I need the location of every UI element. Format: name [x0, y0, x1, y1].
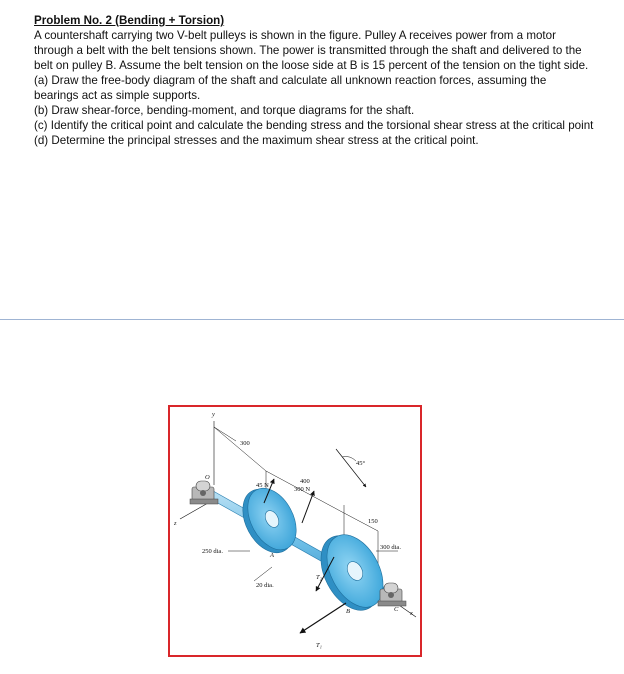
angle-45-label: 45° [356, 460, 366, 467]
shaft-dia-label: 20 dia. [256, 582, 274, 589]
problem-text [34, 13, 594, 148]
dim-150-label: 150 [368, 518, 378, 525]
problem-heading: Problem No. 2 (Bending + Torsion) [34, 14, 225, 27]
point-c-label: C [394, 606, 399, 613]
tension-t1-label: T₁ [316, 642, 322, 649]
pulley-b-dia-label: 300 dia. [380, 544, 401, 551]
dim-line-300 [214, 427, 266, 471]
force-300n-arrow [302, 491, 314, 523]
countershaft-figure [168, 405, 422, 657]
problem-intro: A countershaft carrying two V-belt pulleys is shown in the figure. Pulley A receives power from a motor through a belt with the belt tensions shown. The power is transmitted through the shaft and delivered to the belt on pulley B. Assume the belt tension on the loose side at B is 15 percent of the tension on the tight side. [34, 29, 589, 72]
angle-reference-arrow [336, 449, 366, 487]
problem-part-c: (c) Identify the critical point and calculate the bending stress and the torsional shear stress at the critical point [34, 119, 594, 132]
x-axis-label: x [410, 610, 413, 617]
tension-t1-arrow [300, 603, 346, 633]
dim-ext-300 [214, 427, 236, 441]
countershaft-drawing [170, 407, 420, 655]
y-axis-label: y [212, 411, 215, 418]
tension-t2-label: T₂ [316, 574, 322, 581]
dim-300-label: 300 [240, 440, 250, 447]
problem-part-b: (b) Draw shear-force, bending-moment, and torque diagrams for the shaft. [34, 104, 415, 117]
shaft-dia-leader [254, 567, 272, 581]
page-divider [0, 319, 624, 320]
point-a-label: A [270, 552, 274, 559]
problem-part-d: (d) Determine the principal stresses and the maximum shear stress at the critical point. [34, 134, 479, 147]
z-axis-line [180, 503, 208, 519]
dim-400-label: 400 [300, 478, 310, 485]
force-300n-label: 300 N [294, 486, 311, 493]
point-b-label: B [346, 608, 350, 615]
z-axis-label: z [174, 520, 177, 527]
origin-label: O [205, 474, 210, 481]
problem-part-a: (a) Draw the free-body diagram of the shaft and calculate all unknown reaction forces, assuming the bearings act as simple supports. [34, 74, 547, 102]
force-45n-label: 45 N [256, 482, 269, 489]
pulley-a-dia-label: 250 dia. [202, 548, 223, 555]
